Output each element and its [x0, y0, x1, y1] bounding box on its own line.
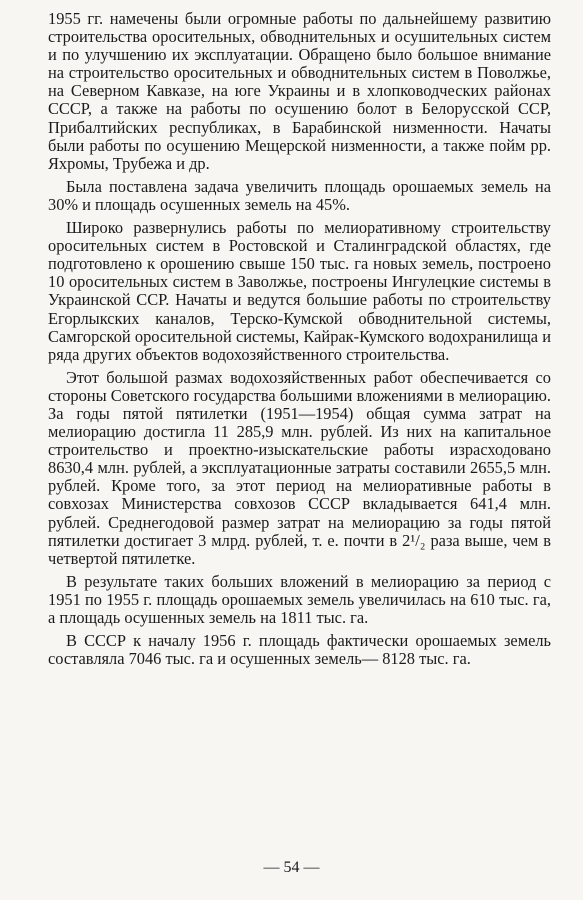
page-number: — 54 — [263, 859, 320, 876]
paragraph-6: В СССР к началу 1956 г. площадь фактически орошаемых земель составляла 7046 тыс. га и осушенных земель— 8128 тыс. га. [48, 631, 551, 669]
paragraph-1: 1955 гг. намечены были огромные работы по дальнейшему развитию строительства оросительных, обводнительных и осушительных систем и по улучшению их эксплуатации. Обращено было большое внимание на строительство оросительных и обводнительных систем в Поволжье, на Северном Кавказе, на юге Украины и в хлопководческих районах СССР, а также на работы по осушению болот в Белорусской ССР, Прибалтийских республиках, в Барабинской низменности. Начаты были работы по осушению Мещерской низменности, а также пойм рр. Яхромы, Трубежа и др. [48, 9, 551, 173]
paragraph-4: Этот большой размах водохозяйственных работ обеспечивается со стороны Советского государства большими вложениями в мелиорацию. За годы пятой пятилетки (1951—1954) общая сумма затрат на мелиорацию достигла 11 285,9 млн. рублей. Из них на капитальное строительство и проектно-изыскательские работы израсходовано 8630,4 млн. рублей, а эксплуатационные затраты составили 2655,5 млн. рублей. Кроме того, за этот период на мелиоративные работы в совхозах Министерства совхозов СССР вкладывается 641,4 млн. рублей. Среднегодовой размер затрат на мелиорацию за годы пятой пятилетки достигает 3 млрд. рублей, т. е. почти в 2¹/₂ раза выше, чем в четвертой пятилетке. [48, 367, 551, 568]
paragraph-2: Была поставлена задача увеличить площадь орошаемых земель на 30% и площадь осушенных земель на 45%. [48, 176, 551, 214]
page-text [48, 10, 551, 673]
paragraph-3: Широко развернулись работы по мелиоративному строительству оросительных систем в Ростовской и Сталинградской областях, где подготовлено к орошению свыше 150 тыс. га новых земель, построено 10 оросительных систем в Заволжье, построены Ингулецкие системы в Украинской ССР. Начаты и ведутся большие работы по строительству Егорлыкских каналов, Терско-Кумской обводнительной системы, Самгорской оросительной системы, Кайрак-Кумского водохранилища и ряда других объектов водохозяйственного строительства. [48, 218, 551, 364]
paragraph-5: В результате таких больших вложений в мелиорацию за период с 1951 по 1955 г. площадь орошаемых земель увеличилась на 610 тыс. га, а площадь осушенных земель на 1811 тыс. га. [48, 571, 551, 627]
